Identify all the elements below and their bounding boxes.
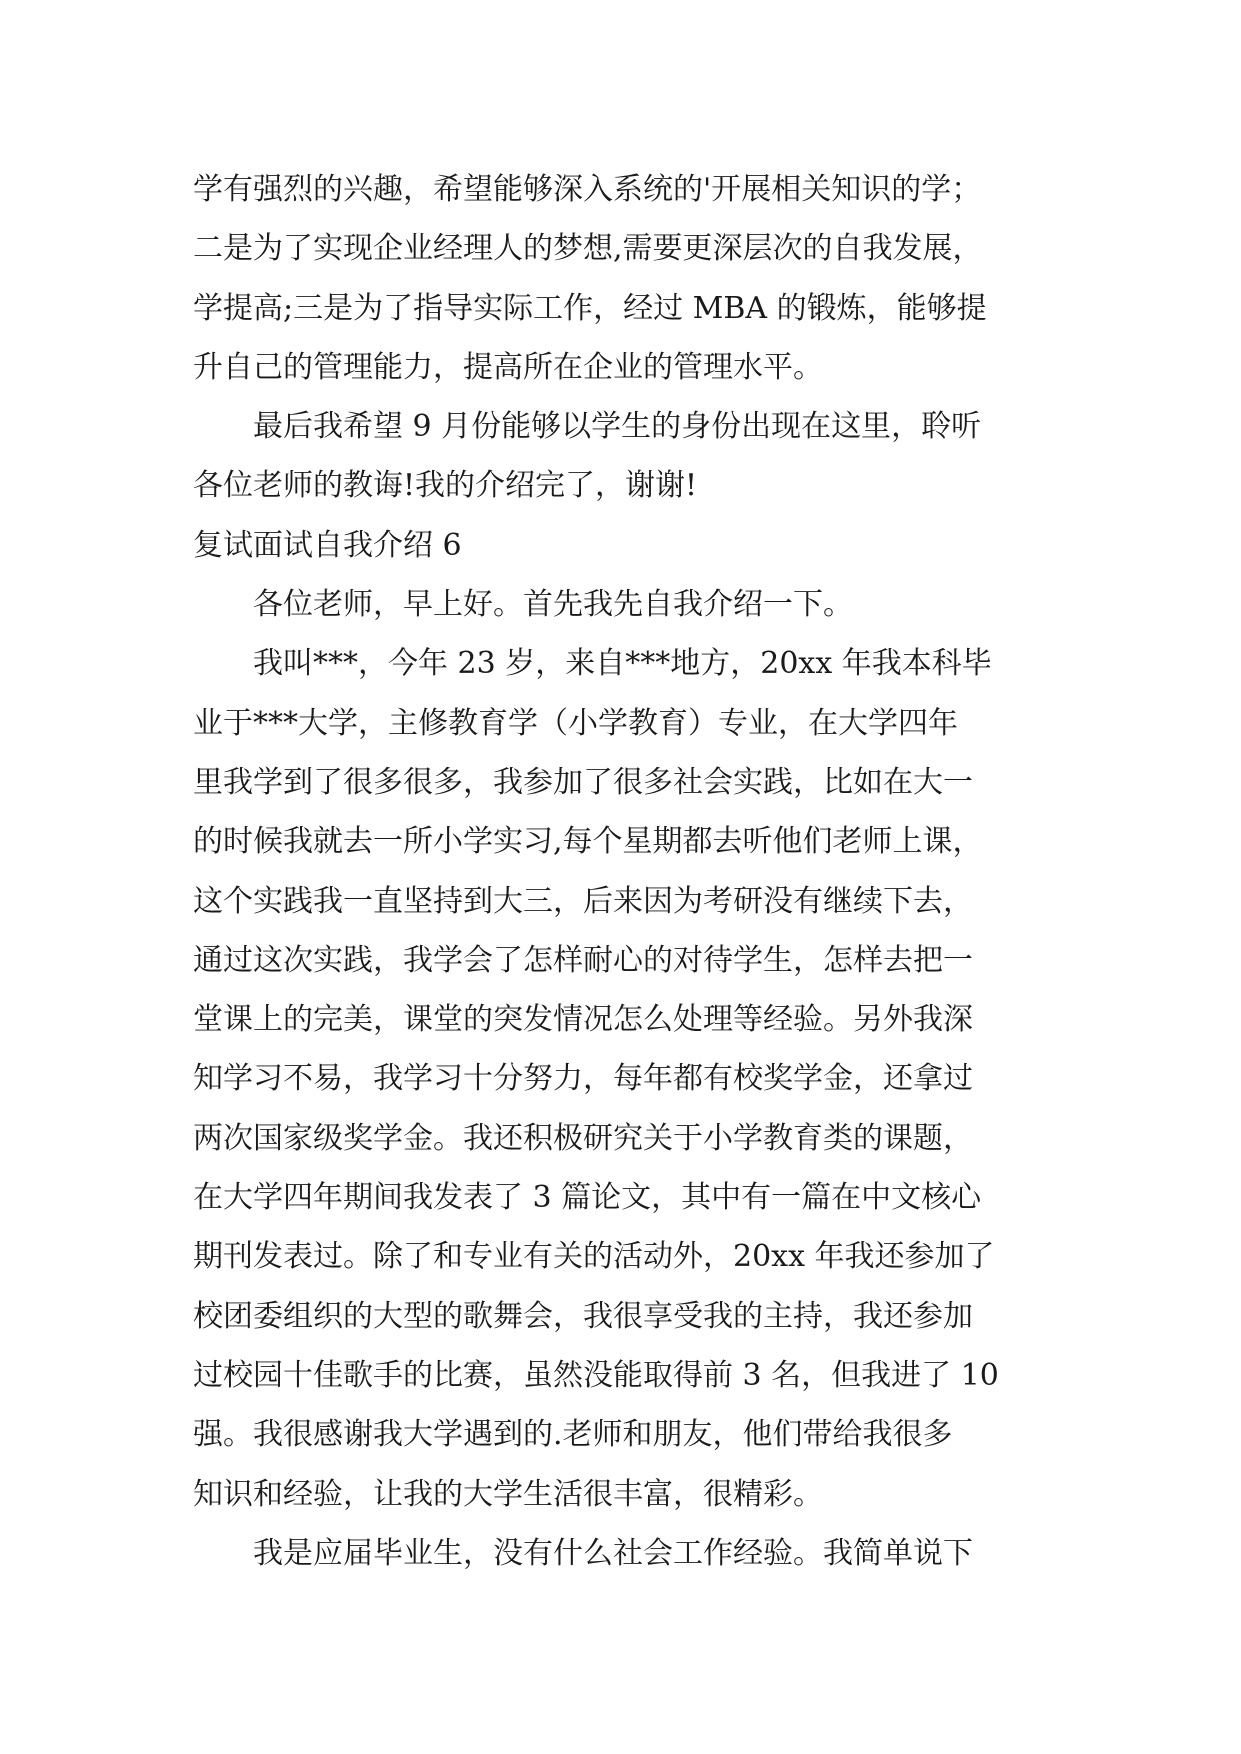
text-line: 期刊发表过。除了和专业有关的活动外，20xx 年我还参加了 <box>193 1239 995 1275</box>
text-line: 两次国家级奖学金。我还积极研究关于小学教育类的课题， <box>193 1120 973 1156</box>
text-line: 过校园十佳歌手的比赛，虽然没能取得前 3 名，但我进了 10 <box>193 1357 999 1393</box>
text-line: 里我学到了很多很多，我参加了很多社会实践，比如在大一 <box>193 764 973 800</box>
text-line: 学提高;三是为了指导实际工作，经过 MBA 的锻炼，能够提 <box>193 290 987 326</box>
text-line: 各位老师，早上好。首先我先自我介绍一下。 <box>193 587 853 623</box>
text-line: 知学习不易，我学习十分努力，每年都有校奖学金，还拿过 <box>193 1061 973 1097</box>
text-line: 知识和经验，让我的大学生活很丰富，很精彩。 <box>193 1476 823 1512</box>
text-line: 的时候我就去一所小学实习,每个星期都去听他们老师上课， <box>193 824 983 860</box>
text-line: 升自己的管理能力，提高所在企业的管理水平。 <box>193 349 823 385</box>
text-line: 这个实践我一直坚持到大三，后来因为考研没有继续下去， <box>193 883 973 919</box>
text-line: 各位老师的教诲!我的介绍完了，谢谢! <box>193 468 698 504</box>
text-line: 堂课上的完美，课堂的突发情况怎么处理等经验。另外我深 <box>193 1002 973 1038</box>
text-line: 最后我希望 9 月份能够以学生的身份出现在这里，聆听 <box>193 409 982 445</box>
body-text <box>193 160 1093 1583</box>
text-line: 业于***大学，主修教育学（小学教育）专业，在大学四年 <box>193 705 958 741</box>
text-line: 强。我很感谢我大学遇到的.老师和朋友，他们带给我很多 <box>193 1417 953 1453</box>
text-line: 校团委组织的大型的歌舞会，我很享受我的主持，我还参加 <box>193 1298 973 1334</box>
text-line: 我叫***，今年 23 岁，来自***地方，20xx 年我本科毕 <box>193 646 992 682</box>
text-line: 我是应届毕业生，没有什么社会工作经验。我简单说下 <box>193 1535 973 1571</box>
text-line: 通过这次实践，我学会了怎样耐心的对待学生，怎样去把一 <box>193 942 973 978</box>
text-line: 在大学四年期间我发表了 3 篇论文，其中有一篇在中文核心 <box>193 1180 982 1216</box>
text-line: 二是为了实现企业经理人的梦想,需要更深层次的自我发展， <box>193 231 983 267</box>
section-heading: 复试面试自我介绍 6 <box>193 527 462 563</box>
text-line: 学有强烈的兴趣，希望能够深入系统的'开展相关知识的学； <box>193 172 982 207</box>
